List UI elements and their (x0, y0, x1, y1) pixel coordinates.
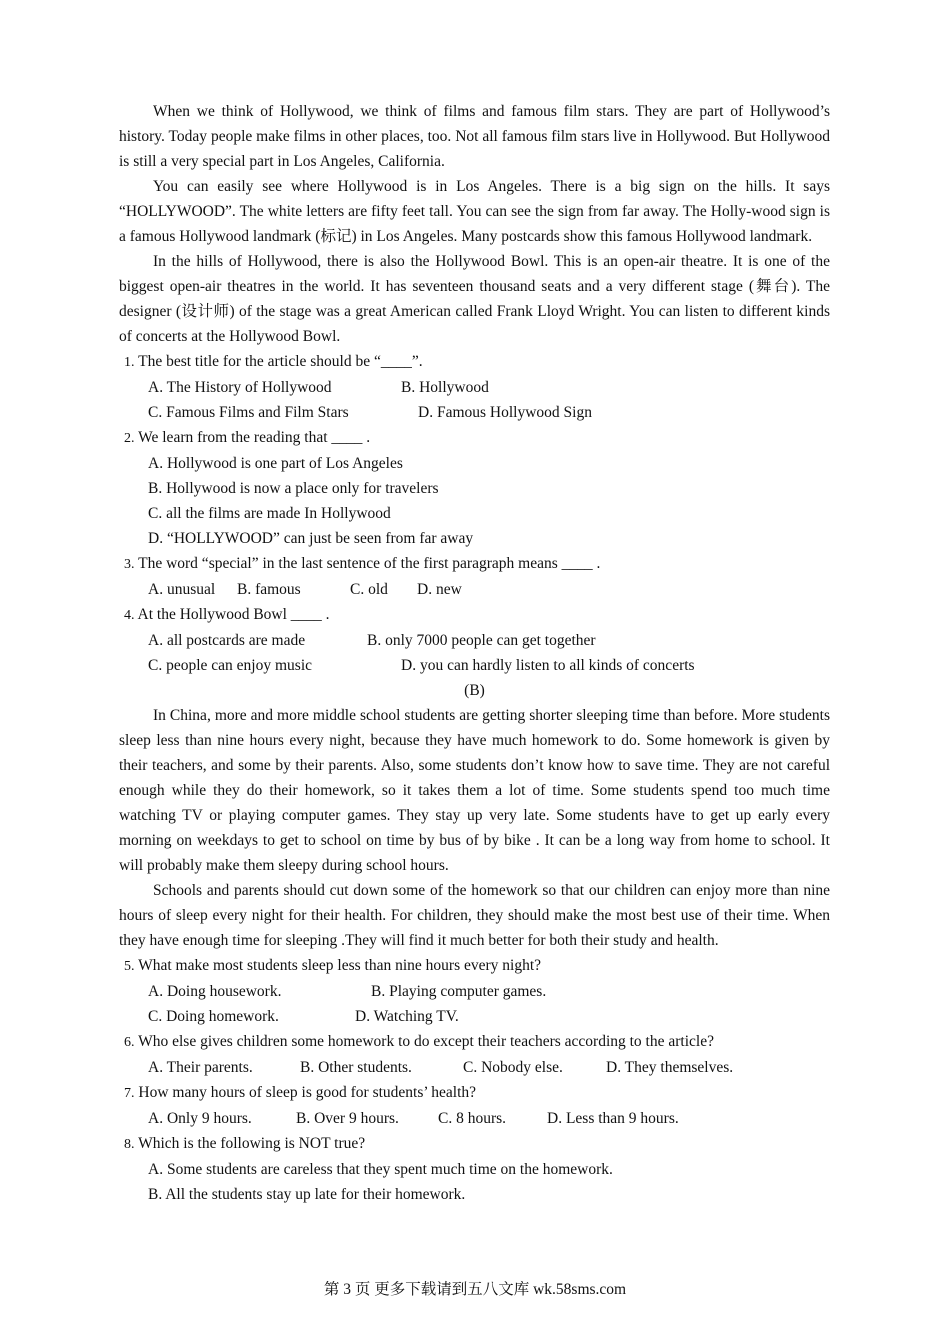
passage-a-paragraph-1: When we think of Hollywood, we think of films and famous film stars. They are part of Hollywood’s history. Today people make films in other places, too. Not all famous film stars live in Hollywood. But Hollywood is still a very special part in Los Angeles, California. (119, 103, 830, 170)
question-7-options: A. Only 9 hours. B. Over 9 hours. C. 8 hours. D. Less than 9 hours. (148, 1110, 679, 1127)
question-2-option-a: A. Hollywood is one part of Los Angeles (148, 455, 403, 472)
question-1-options-row-2: C. Famous Films and Film Stars D. Famous Hollywood Sign (148, 404, 592, 421)
question-6-options: A. Their parents. B. Other students. C. Nobody else. D. They themselves. (148, 1059, 734, 1076)
question-8-option-b: B. All the students stay up late for their homework. (148, 1186, 466, 1203)
question-1-options-row-1: A. The History of Hollywood B. Hollywood (148, 379, 489, 396)
question-4: 4. At the Hollywood Bowl ____ . (124, 606, 330, 623)
question-2-option-d: D. “HOLLYWOOD” can just be seen from far away (148, 530, 474, 547)
passage-a-paragraph-3: In the hills of Hollywood, there is also the Hollywood Bowl. This is an open-air theatre. It is one of the biggest open-air theatres in the world. It has seventeen thousand seats and a very different stage (舞台). The designer (设计师) of the stage was a great American called Frank Lloyd Wright. You can listen to different kinds of concerts at the Hollywood Bowl. (119, 253, 830, 345)
question-3-options: A. unusual B. famous C. old D. new (148, 581, 462, 598)
question-8-option-a: A. Some students are careless that they spent much time on the homework. (148, 1161, 613, 1178)
question-4-options-row-1: A. all postcards are made B. only 7000 people can get together (148, 632, 596, 649)
question-6: 6. Who else gives children some homework to do except their teachers according to the article? (124, 1033, 714, 1050)
question-8: 8. Which is the following is NOT true? (124, 1135, 366, 1152)
question-4-options-row-2: C. people can enjoy music D. you can hardly listen to all kinds of concerts (148, 657, 695, 674)
question-1: 1. The best title for the article should be “____”. (124, 353, 423, 370)
page-footer: 第 3 页 更多下载请到五八文库 wk.58sms.com (323, 1281, 627, 1298)
passage-a-paragraph-2: You can easily see where Hollywood is in Los Angeles. There is a big sign on the hills. It says “HOLLYWOOD”. The white letters are fifty feet tall. You can see the sign from far away. The Holly-wood sign is a famous Hollywood landmark (标记) in Los Angeles. Many postcards show this famous Hollywood landmark. (119, 178, 830, 245)
question-3: 3. The word “special” in the last sentence of the first paragraph means ____ . (124, 555, 601, 572)
document-page (119, 99, 830, 1207)
question-2-option-c: C. all the films are made In Hollywood (148, 505, 391, 522)
question-2-option-b: B. Hollywood is now a place only for travelers (148, 480, 439, 497)
passage-b-paragraph-2: Schools and parents should cut down some of the homework so that our children can enjoy more than nine hours of sleep every night for their health. For children, they should make the most best use of their time. When they have enough time for sleeping .They will find it much better for both their study and health. (119, 882, 830, 949)
section-b-heading: (B) (464, 682, 485, 699)
question-7: 7. How many hours of sleep is good for students’ health? (124, 1084, 477, 1101)
question-5: 5. What make most students sleep less than nine hours every night? (124, 957, 542, 974)
question-5-options-row-2: C. Doing homework. D. Watching TV. (148, 1008, 459, 1025)
question-2: 2. We learn from the reading that ____ . (124, 429, 371, 446)
question-5-options-row-1: A. Doing housework. B. Playing computer games. (148, 983, 547, 1000)
passage-b-paragraph-1: In China, more and more middle school students are getting shorter sleeping time than before. More students sleep less than nine hours every night, because they have much homework to do. Some homework is given by their teachers, and some by their parents. Also, some students don’t know how to save time. They are not careful enough while they do their homework, so it takes them a lot of time. Some students spend too much time watching TV or playing computer games. They stay up very late. Some students have to get up early every morning on weekdays to get to school on time by bus of by bike . It can be a long way from home to school. It will probably make them sleepy during school hours. (119, 707, 830, 874)
